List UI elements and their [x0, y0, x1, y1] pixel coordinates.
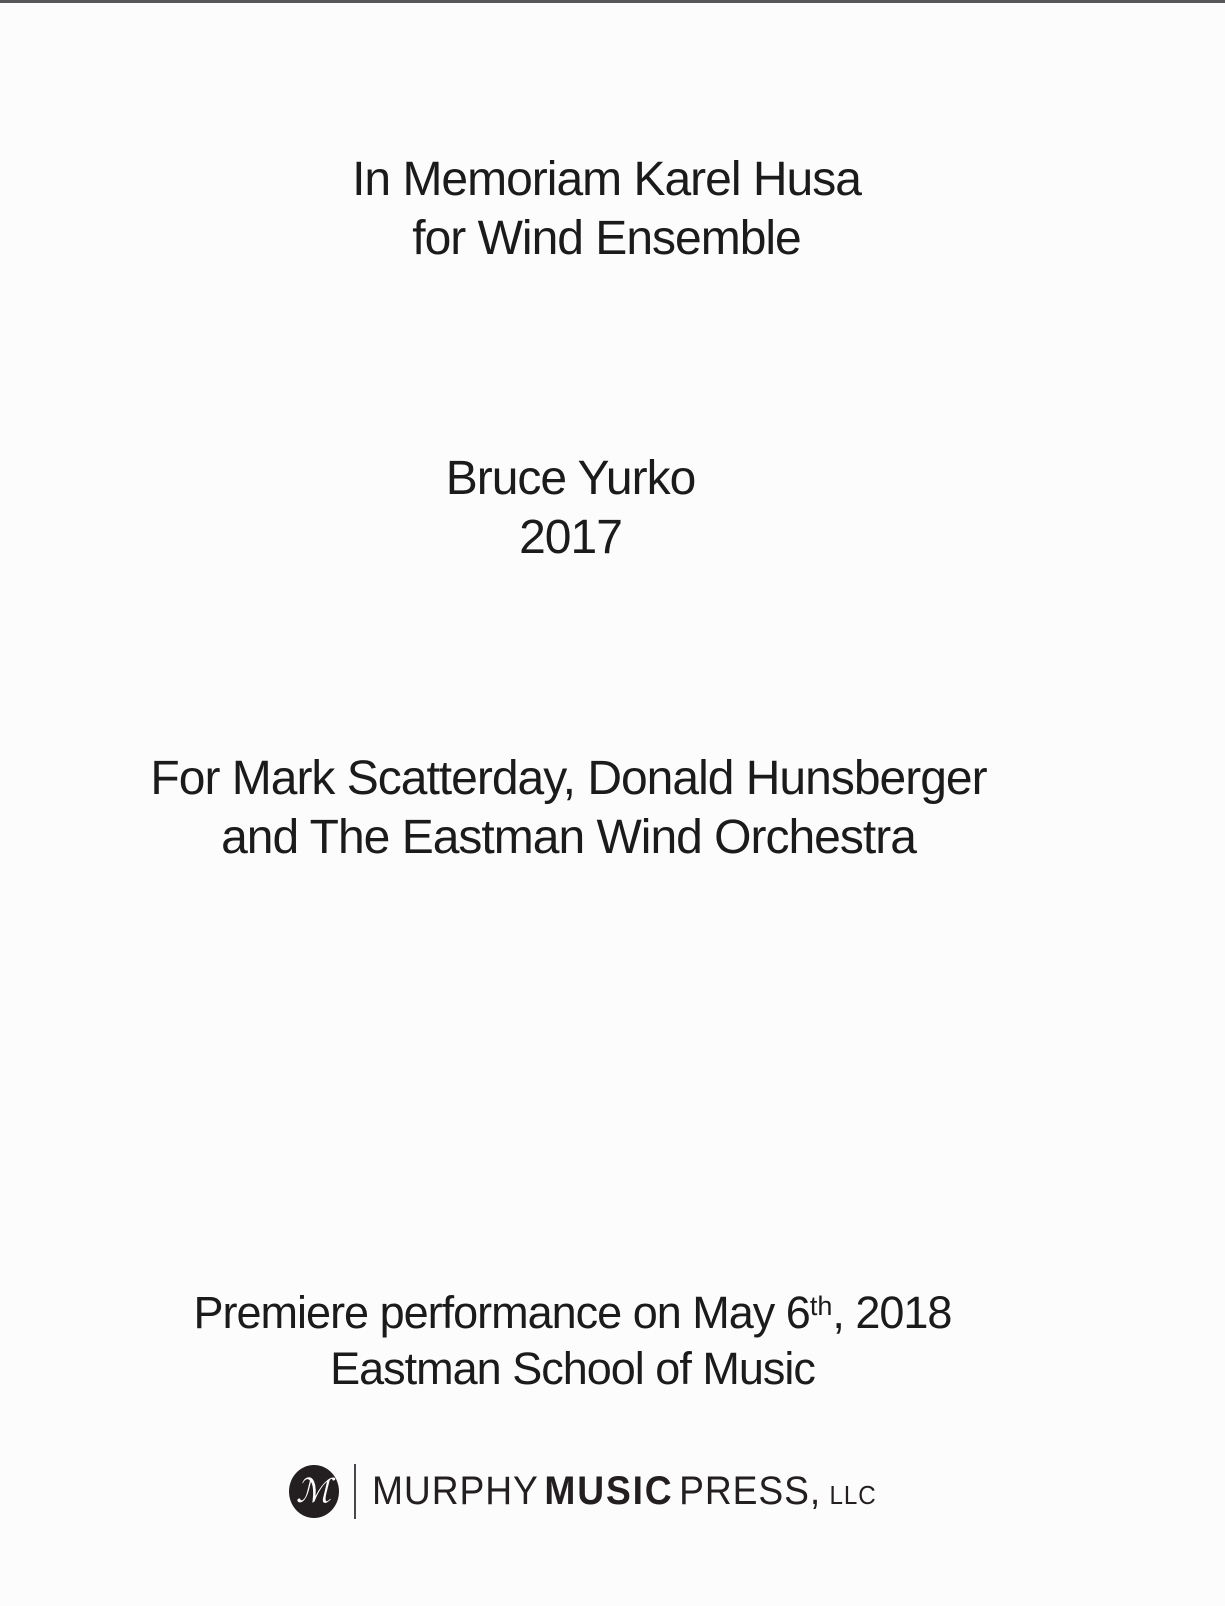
publisher-word-llc: LLC: [829, 1480, 877, 1510]
publisher-wordmark: [372, 1469, 877, 1514]
premiere-date-suffix: , 2018: [832, 1287, 952, 1338]
dedication-line-1: For Mark Scatterday, Donald Hunsberger: [150, 752, 987, 805]
premiere-date-prefix: Premiere performance on May 6: [193, 1287, 810, 1338]
premiere-date-line: [0, 1288, 1185, 1344]
dedication-line-2: and The Eastman Wind Orchestra: [221, 811, 916, 864]
logo-divider: [354, 1464, 356, 1519]
murphy-monogram-icon: [289, 1465, 339, 1518]
publisher-logo: [0, 1464, 1214, 1519]
dedication-block: [0, 749, 1181, 867]
publisher-word-murphy: MURPHY: [371, 1469, 539, 1513]
work-title: In Memoriam Karel Husa: [352, 153, 861, 206]
composer-block: [0, 449, 1183, 567]
title-block: [0, 150, 1219, 268]
publisher-word-press: PRESS,: [678, 1469, 821, 1513]
premiere-date-ordinal: th: [809, 1291, 833, 1322]
top-edge-bar: [0, 0, 1225, 3]
work-subtitle: for Wind Ensemble: [412, 212, 801, 265]
script-m-glyph: ℳ: [296, 1471, 332, 1510]
publisher-word-music: MUSIC: [544, 1469, 674, 1513]
premiere-venue: Eastman School of Music: [330, 1343, 815, 1394]
composer-name: Bruce Yurko: [445, 452, 696, 505]
premiere-block: [0, 1288, 1185, 1394]
composition-year: 2017: [519, 511, 622, 564]
